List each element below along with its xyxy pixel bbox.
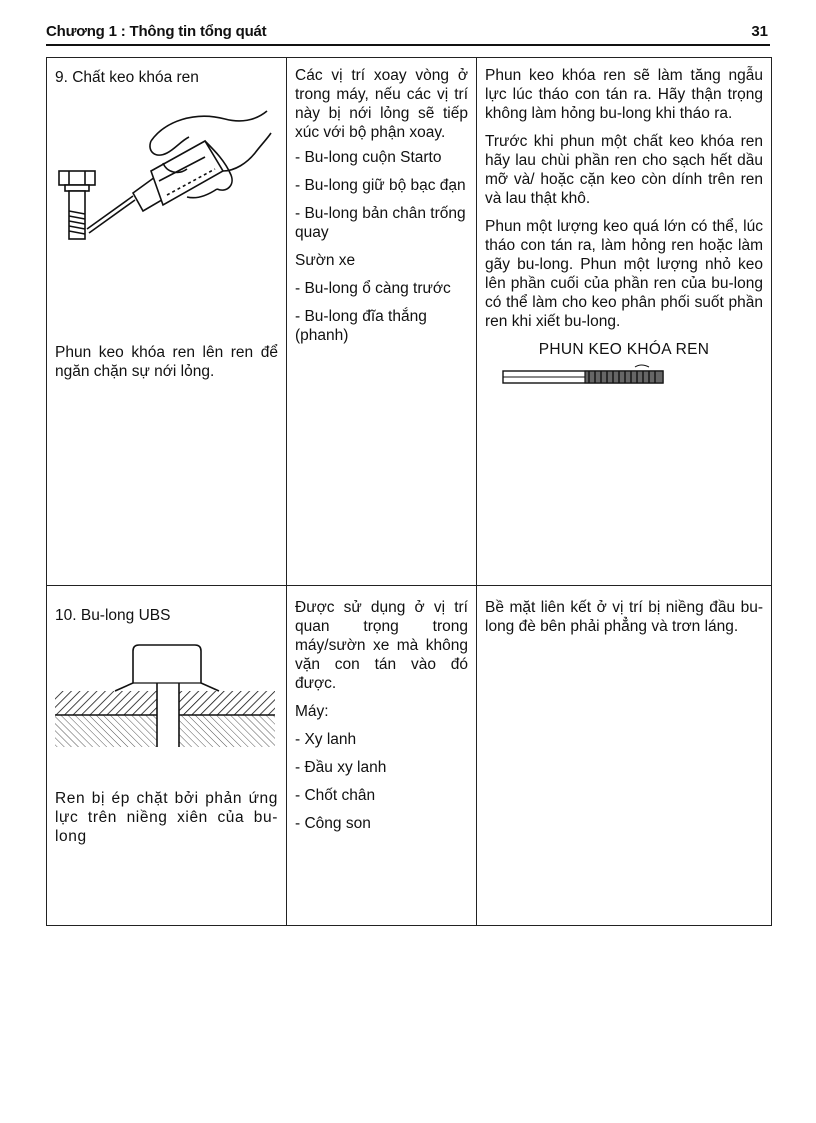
bolt-icon xyxy=(59,171,95,239)
item-caption: Ren bị ép chặt bởi phản ứng lực trên niềng xiên của bu-long xyxy=(55,790,278,845)
item-title: 9. Chất keo khóa ren xyxy=(55,69,199,86)
position-text: - Bu-long ổ càng trước xyxy=(295,280,451,297)
note-text: Bề mặt liên kết ở vị trí bị niềng đầu bu-long đè bên phải phẳng và trơn láng. xyxy=(485,599,763,635)
position-cell xyxy=(287,58,477,586)
note-text: Trước khi phun một chất keo khóa ren hãy lau chùi phần ren cho sạch hết dầu mỡ và/ hoặc cặn keo còn dính trên ren và lau thật khô. xyxy=(485,133,763,207)
page-number: 31 xyxy=(751,23,768,40)
position-text: - Công son xyxy=(295,815,371,832)
hand-spraying-bolt-illustration xyxy=(55,101,275,301)
item-caption: Phun keo khóa ren lên ren để ngăn chặn sự nới lỏng. xyxy=(55,344,278,380)
position-cell xyxy=(287,586,477,926)
page-header xyxy=(46,20,770,46)
position-text: - Bu-long giữ bộ bạc đạn xyxy=(295,177,466,194)
position-text: - Bu-long cuộn Starto xyxy=(295,149,442,166)
figure-label: PHUN KEO KHÓA REN xyxy=(538,341,710,358)
threaded-bolt-shaft-illustration xyxy=(485,363,755,389)
item-cell xyxy=(47,586,287,926)
item-title: 10. Bu-long UBS xyxy=(55,607,171,624)
ubs-bolt-cross-section-illustration xyxy=(55,639,277,749)
position-text: - Bu-long bản chân trống quay xyxy=(295,205,466,241)
position-text: - Bu-long đĩa thắng (phanh) xyxy=(295,308,427,344)
position-text: Máy: xyxy=(295,703,329,720)
chapter-title: Chương 1 : Thông tin tổng quát xyxy=(46,23,267,40)
position-text: Sườn xe xyxy=(295,252,356,269)
note-text: Phun một lượng keo quá lớn có thể, lúc tháo con tán ra, làm hỏng ren hoặc làm gãy bu-long. Phun một lượng nhỏ keo lên phần cuối của phần ren của bu-long có thể làm cho keo phân phối suốt phần ren khi xiết bu-long. xyxy=(485,218,763,330)
notes-cell xyxy=(477,58,772,586)
position-text: - Chốt chân xyxy=(295,787,376,804)
position-text: - Xy lanh xyxy=(295,731,357,748)
position-text: Được sử dụng ở vị trí quan trọng trong máy/sườn xe mà không vặn con tán vào đó được. xyxy=(295,599,468,692)
table-row xyxy=(47,58,772,586)
table-row xyxy=(47,586,772,926)
notes-cell xyxy=(477,586,772,926)
position-text: Các vị trí xoay vòng ở trong máy, nếu các vị trí này bị nới lỏng sẽ tiếp xúc với bộ phận xoay. xyxy=(295,67,468,141)
spec-table xyxy=(46,57,772,926)
item-cell xyxy=(47,58,287,586)
note-text: Phun keo khóa ren sẽ làm tăng ngẫu lực lúc tháo con tán ra. Hãy thận trọng không làm hỏng bu-long khi tháo ra. xyxy=(485,67,763,122)
position-text: - Đầu xy lanh xyxy=(295,759,387,776)
